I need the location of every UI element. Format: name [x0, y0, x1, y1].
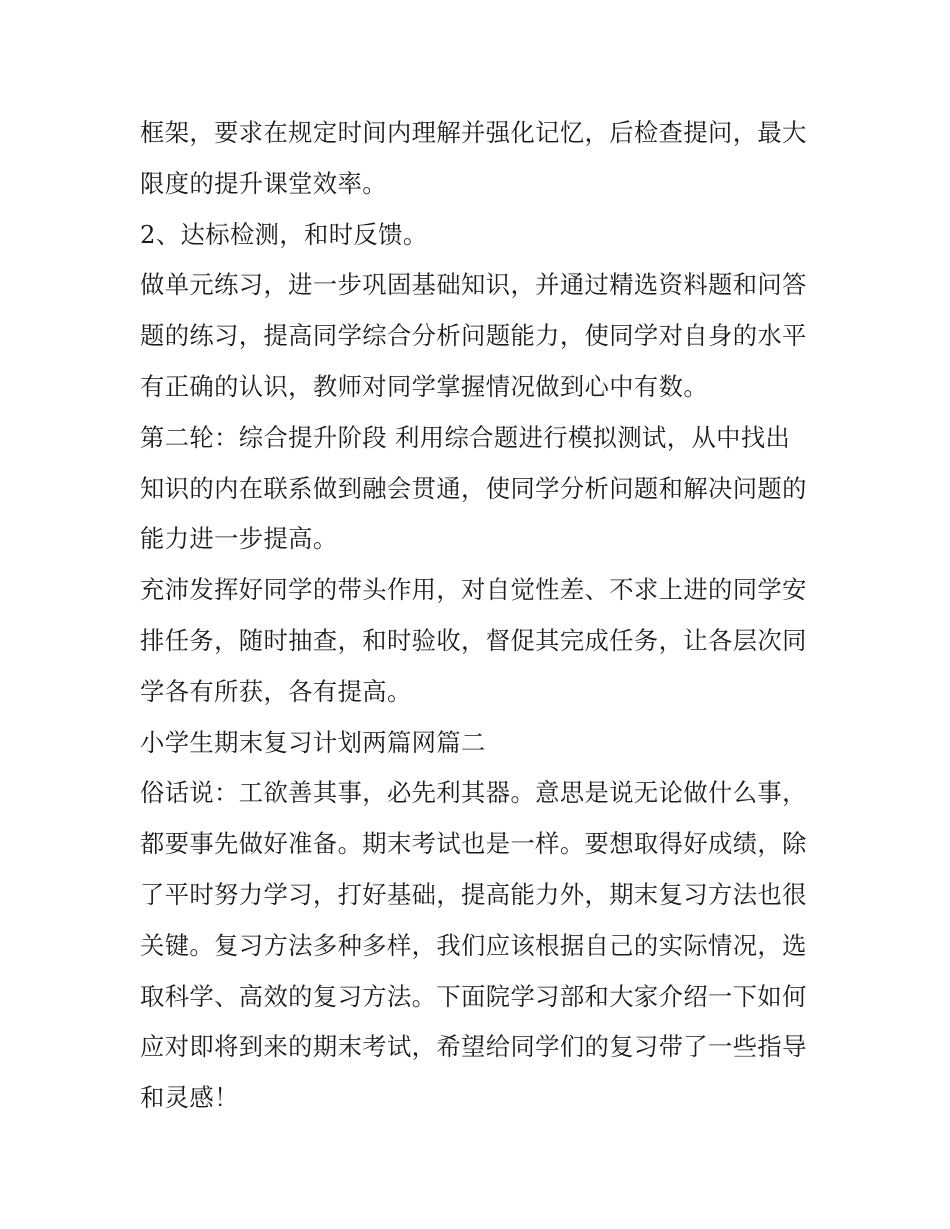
text-line: 题的练习，提高同学综合分析问题能力，使同学对自身的水平 — [140, 321, 807, 351]
text-line: 充沛发挥好同学的带头作用，对自觉性差、不求上进的同学安 — [140, 575, 807, 605]
text-line: 做单元练习，进一步巩固基础知识，并通过精选资料题和问答 — [140, 270, 807, 300]
article-title: 小学生期末复习计划两篇网篇二 — [140, 727, 486, 757]
text-line: 排任务，随时抽查，和时验收，督促其完成任务，让各层次同 — [140, 625, 807, 655]
text-line: 学各有所获，各有提高。 — [140, 676, 412, 706]
text-line: 了平时努力学习，打好基础，提高能力外，期末复习方法也很 — [140, 879, 807, 909]
document-body — [140, 108, 820, 1124]
text-line: 能力进一步提高。 — [140, 524, 338, 554]
section-heading: 2、达标检测，和时反馈。 — [140, 219, 428, 249]
text-line: 有正确的认识，教师对同学掌握情况做到心中有数。 — [140, 371, 709, 401]
text-line: 都要事先做好准备。期末考试也是一样。要想取得好成绩，除 — [140, 829, 807, 859]
text-line: 取科学、高效的复习方法。下面院学习部和大家介绍一下如何 — [140, 981, 807, 1011]
text-line: 限度的提升课堂效率。 — [140, 168, 387, 198]
text-line: 框架，要求在规定时间内理解并强化记忆，后检查提问，最大 — [140, 118, 807, 147]
text-line: 应对即将到来的期末考试，希望给同学们的复习带了一些指导 — [140, 1032, 807, 1062]
text-line: 俗话说：工欲善其事，必先利其器。意思是说无论做什么事， — [140, 778, 807, 808]
text-line: 关键。复习方法多种多样，我们应该根据自己的实际情况，选 — [140, 930, 807, 960]
text-line: 第二轮：综合提升阶段 利用综合题进行模拟测试，从中找出 — [140, 422, 791, 452]
text-line: 知识的内在联系做到融会贯通，使同学分析问题和解决问题的 — [140, 473, 807, 503]
text-line: 和灵感！ — [140, 1083, 239, 1113]
